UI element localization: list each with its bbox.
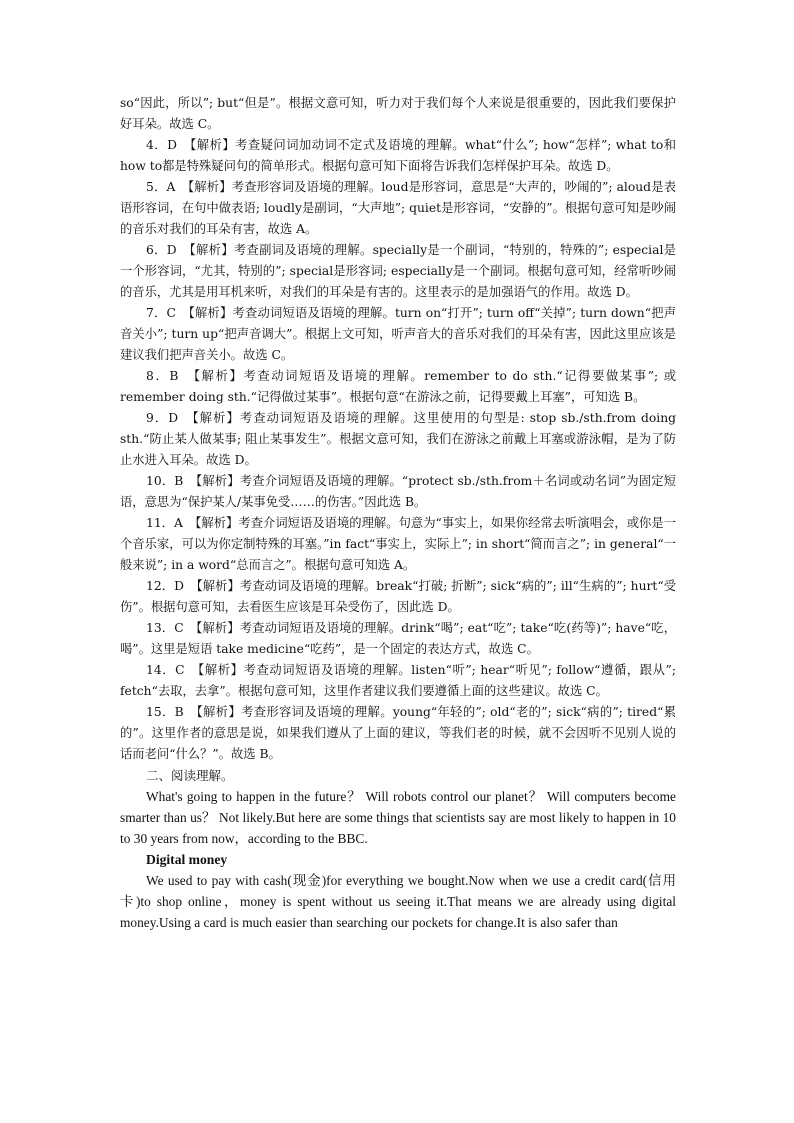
answer-3-continued: so“因此，所以”; but“但是”。根据文意可知，听力对于我们每个人来说是很重要的，因此我们要保护好耳朵。故选 C。 [120,96,676,131]
answer-15: 15．B 【解析】考查形容词及语境的理解。young“年轻的”; old“老的”; sick“病的”; tired“累的”。这里作者的意思是说，如果我们遵从了上面的建议，等我们老的时候，就不会因听不见别人说的话而老问“什么？”。故选 B。 [120,705,676,761]
answer-key-text [120,93,676,933]
answer-7: 7．C 【解析】考查动词短语及语境的理解。turn on“打开”; turn off“关掉”; turn down“把声音关小”; turn up“把声音调大”。根据上文可知，听声音大的音乐对我们的耳朵有害，因此这里应该是建议我们把声音关小。故选 C。 [120,306,676,362]
reading-body: We used to pay with cash(现金)for everything we bought.Now when we use a credit card(信用卡)to shop online，money is spent without us seeing it.That means we are already using digital money.Using a card is much easier than searching our pockets for change.It is also safer than [120,873,676,930]
answer-10: 10．B 【解析】考查介词短语及语境的理解。“protect sb./sth.from＋名词或动名词”为固定短语，意思为“保护某人/某事免受……的伤害。”因此选 B。 [120,474,676,509]
answer-14: 14．C 【解析】考查动词短语及语境的理解。listen“听”; hear“听见”; follow“遵循，跟从”; fetch“去取，去拿”。根据句意可知，这里作者建议我们要遵循上面的这些建议。故选 C。 [120,663,676,698]
reading-intro: What's going to happen in the future？ Will robots control our planet？ Will computers become smarter than us？ Not likely.But here are some things that scientists say are most likely to happen in 10 to 30 years from now，according to the BBC. [120,789,676,846]
answer-9: 9．D 【解析】考查动词短语及语境的理解。这里使用的句型是: stop sb./sth.from doing sth.“防止某人做某事; 阻止某事发生”。根据文意可知，我们在游泳之前戴上耳塞或游泳帽，是为了防止水进入耳朵。故选 D。 [120,411,676,467]
answer-8: 8．B 【解析】考查动词短语及语境的理解。remember to do sth.“记得要做某事”; 或 remember doing sth.“记得做过某事”。根据句意“在游泳之前，记得要戴上耳塞”，可知选 B。 [120,369,676,404]
section-heading-reading: 二、阅读理解。 [146,768,234,783]
answer-13: 13．C 【解析】考查动词短语及语境的理解。drink“喝”; eat“吃”; take“吃(药等)”; have“吃，喝”。这里是短语 take medicine“吃药”，是一个固定的表达方式，故选 C。 [120,621,676,656]
answer-5: 5．A 【解析】考查形容词及语境的理解。loud是形容词，意思是“大声的，吵闹的”; aloud是表语形容词，在句中做表语; loudly是副词，“大声地”; quiet是形容词，“安静的”。根据句意可知是吵闹的音乐对我们的耳朵有害，故选 A。 [120,180,676,236]
answer-12: 12．D 【解析】考查动词及语境的理解。break“打破; 折断”; sick“病的”; ill“生病的”; hurt“受伤”。根据句意可知，去看医生应该是耳朵受伤了，因此选 D。 [120,579,676,614]
answer-6: 6．D 【解析】考查副词及语境的理解。specially是一个副词，“特别的，特殊的”; especial是一个形容词，“尤其，特别的”; special是形容词; especially是一个副词。根据句意可知，经常听吵闹的音乐，尤其是用耳机来听，对我们的耳朵是有害的。这里表示的是加强语气的作用。故选 D。 [120,243,676,299]
answer-4: 4．D 【解析】考查疑问词加动词不定式及语境的理解。what“什么”; how“怎样”; what to和 how to都是特殊疑问句的简单形式。根据句意可知下面将告诉我们怎样保护耳朵。故选 D。 [120,138,676,173]
subheading-digital-money: Digital money [146,852,228,867]
answer-11: 11．A 【解析】考查介词短语及语境的理解。句意为“事实上，如果你经常去听演唱会，或你是一个音乐家，可以为你定制特殊的耳塞。”in fact“事实上，实际上”; in short“简而言之”; in general“一般来说”; in a word“总而言之”。根据句意可知选 A。 [120,516,676,572]
